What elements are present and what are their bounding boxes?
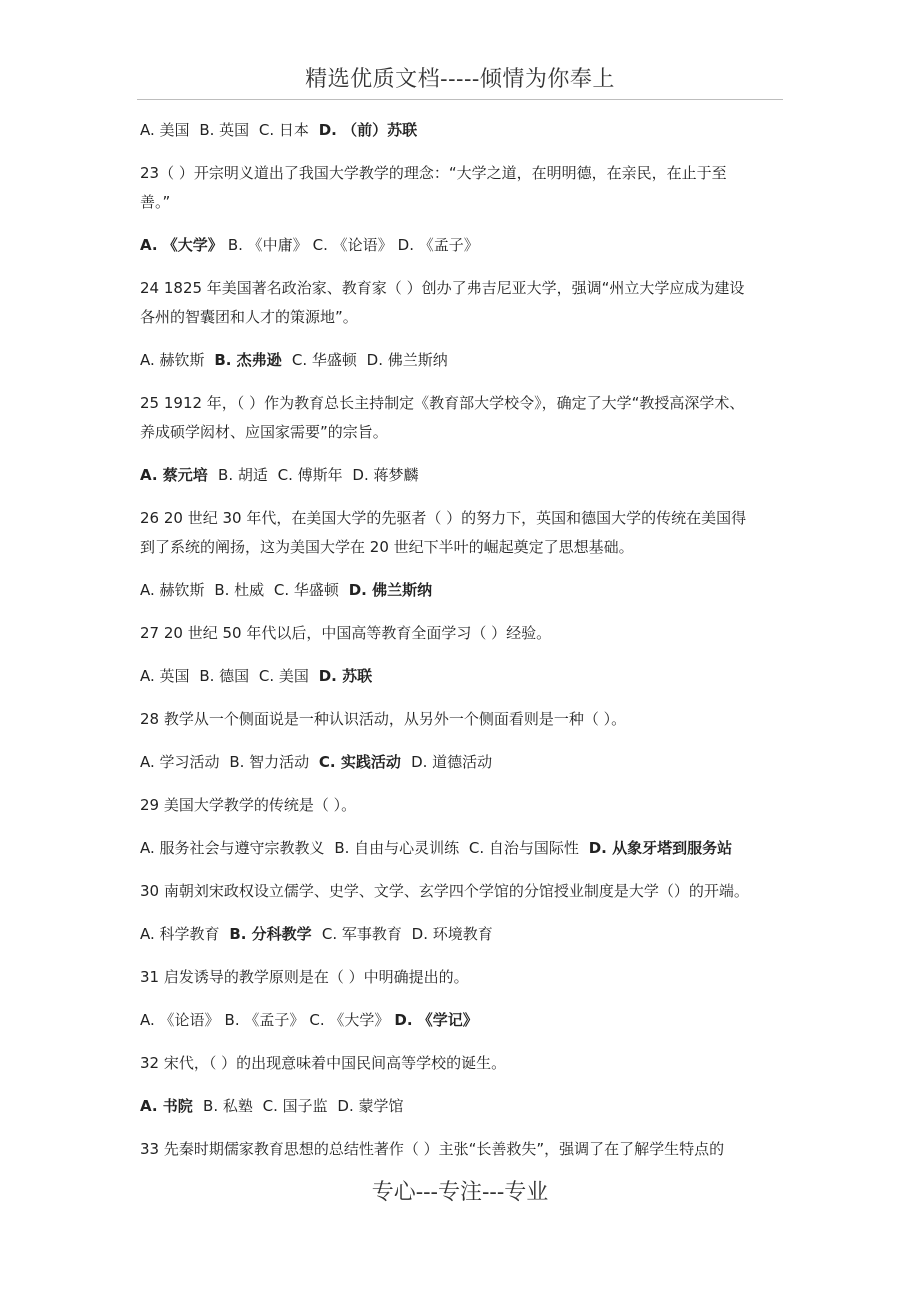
answer-option: B. 智力活动	[229, 753, 314, 771]
answer-option-correct: B. 杰弗逊	[214, 351, 287, 369]
answer-option: D. 蒋梦麟	[352, 466, 419, 484]
question-text	[140, 274, 786, 332]
answer-option: B. 胡适	[218, 466, 273, 484]
answer-option: C. 《大学》	[309, 1011, 390, 1029]
answer-option: B. 私塾	[203, 1097, 258, 1115]
question-line: 26 20 世纪 30 年代，在美国大学的先驱者（ ）的努力下，英国和德国大学的传统在美国得	[140, 509, 747, 527]
answer-option-correct: A. 蔡元培	[140, 466, 214, 484]
answer-option-correct: C. 实践活动	[318, 753, 407, 771]
answer-option-correct: D. （前）苏联	[318, 121, 418, 139]
question-text	[140, 389, 786, 447]
answer-options	[140, 116, 786, 145]
answer-option: C. 军事教育	[321, 925, 407, 943]
document-body	[140, 116, 786, 1164]
answer-options	[140, 748, 786, 777]
answer-option: B. 英国	[199, 121, 254, 139]
answer-option: A. 美国	[140, 121, 195, 139]
answer-option: C. 傅斯年	[277, 466, 348, 484]
answer-options	[140, 1092, 786, 1121]
answer-option: A. 学习活动	[140, 753, 225, 771]
answer-option: C. 国子监	[262, 1097, 333, 1115]
question-line: 各州的智囊团和人才的策源地”。	[140, 308, 358, 326]
answer-option-correct: D. 从象牙塔到服务站	[588, 839, 733, 857]
answer-options	[140, 576, 786, 605]
paragraph-gap	[140, 562, 786, 576]
question-line: 33 先秦时期儒家教育思想的总结性著作（ ）主张“长善救失”，强调了在了解学生特点的	[140, 1140, 725, 1158]
paragraph-gap	[140, 217, 786, 231]
answer-option: A. 赫钦斯	[140, 581, 210, 599]
answer-option: D. 佛兰斯纳	[366, 351, 448, 369]
answer-option-correct: D. 苏联	[318, 667, 373, 685]
answer-option-correct: A. 《大学》	[140, 236, 223, 254]
page-footer: 专心---专注---专业	[371, 1180, 549, 1205]
header-divider	[137, 99, 783, 100]
question-line: 30 南朝刘宋政权设立儒学、史学、文学、玄学四个学馆的分馆授业制度是大学（）的开端。	[140, 882, 749, 900]
answer-option: B. 《中庸》	[227, 236, 308, 254]
question-text	[140, 619, 786, 648]
paragraph-gap	[140, 992, 786, 1006]
answer-option-correct: B. 分科教学	[229, 925, 317, 943]
paragraph-gap	[140, 605, 786, 619]
answer-option: B. 自由与心灵训练	[334, 839, 464, 857]
page-header-title: 精选优质文档-----倾情为你奉上	[305, 67, 615, 92]
question-text	[140, 1135, 786, 1164]
question-text	[140, 1049, 786, 1078]
paragraph-gap	[140, 260, 786, 274]
paragraph-gap	[140, 691, 786, 705]
answer-options	[140, 346, 786, 375]
paragraph-gap	[140, 145, 786, 159]
answer-option: C. 日本	[258, 121, 314, 139]
answer-option: B. 杜威	[214, 581, 269, 599]
answer-option: C. 自治与国际性	[468, 839, 584, 857]
paragraph-gap	[140, 375, 786, 389]
answer-option: C. 华盛顿	[291, 351, 362, 369]
paragraph-gap	[140, 906, 786, 920]
answer-option: C. 《论语》	[312, 236, 393, 254]
answer-option: D. 《孟子》	[397, 236, 479, 254]
question-text	[140, 705, 786, 734]
answer-option: B. 《孟子》	[224, 1011, 305, 1029]
answer-options	[140, 834, 786, 863]
answer-option: A. 服务社会与遵守宗教教义	[140, 839, 330, 857]
paragraph-gap	[140, 1078, 786, 1092]
answer-option: A. 科学教育	[140, 925, 225, 943]
question-line: 31 启发诱导的教学原则是在（ ）中明确提出的。	[140, 968, 469, 986]
paragraph-gap	[140, 1121, 786, 1135]
answer-option: A. 赫钦斯	[140, 351, 210, 369]
answer-option: B. 德国	[199, 667, 254, 685]
paragraph-gap	[140, 447, 786, 461]
question-text	[140, 504, 786, 562]
paragraph-gap	[140, 820, 786, 834]
answer-option-correct: A. 书院	[140, 1097, 199, 1115]
question-line: 32 宋代，（ ）的出现意味着中国民间高等学校的诞生。	[140, 1054, 507, 1072]
paragraph-gap	[140, 734, 786, 748]
question-line: 24 1825 年美国著名政治家、教育家（ ）创办了弗吉尼亚大学，强调“州立大学应成为建设	[140, 279, 745, 297]
paragraph-gap	[140, 490, 786, 504]
question-line: 27 20 世纪 50 年代以后，中国高等教育全面学习（ ）经验。	[140, 624, 552, 642]
answer-options	[140, 231, 786, 260]
paragraph-gap	[140, 1035, 786, 1049]
question-line: 养成硕学闳材、应国家需要”的宗旨。	[140, 423, 388, 441]
answer-option: D. 蒙学馆	[337, 1097, 404, 1115]
question-text	[140, 877, 786, 906]
answer-option-correct: D. 佛兰斯纳	[348, 581, 433, 599]
answer-option-correct: D. 《学记》	[394, 1011, 478, 1029]
answer-option: D. 环境教育	[411, 925, 493, 943]
question-line: 29 美国大学教学的传统是（ ）。	[140, 796, 357, 814]
question-text	[140, 791, 786, 820]
answer-option: A. 《论语》	[140, 1011, 220, 1029]
question-text	[140, 963, 786, 992]
answer-options	[140, 662, 786, 691]
answer-option: A. 英国	[140, 667, 195, 685]
paragraph-gap	[140, 863, 786, 877]
question-line: 28 教学从一个侧面说是一种认识活动，从另外一个侧面看则是一种（ ）。	[140, 710, 627, 728]
answer-options	[140, 461, 786, 490]
question-line: 23（ ）开宗明义道出了我国大学教学的理念：“大学之道，在明明德，在亲民，在止于至	[140, 164, 727, 182]
question-text	[140, 159, 786, 217]
answer-options	[140, 920, 786, 949]
answer-option: D. 道德活动	[411, 753, 493, 771]
answer-option: C. 美国	[258, 667, 314, 685]
question-line: 25 1912 年，（ ）作为教育总长主持制定《教育部大学校令》，确定了大学“教授高深学术、	[140, 394, 745, 412]
answer-options	[140, 1006, 786, 1035]
paragraph-gap	[140, 777, 786, 791]
question-line: 到了系统的阐扬，这为美国大学在 20 世纪下半叶的崛起奠定了思想基础。	[140, 538, 634, 556]
paragraph-gap	[140, 648, 786, 662]
question-line: 善。”	[140, 193, 171, 211]
answer-option: C. 华盛顿	[273, 581, 344, 599]
paragraph-gap	[140, 949, 786, 963]
paragraph-gap	[140, 332, 786, 346]
